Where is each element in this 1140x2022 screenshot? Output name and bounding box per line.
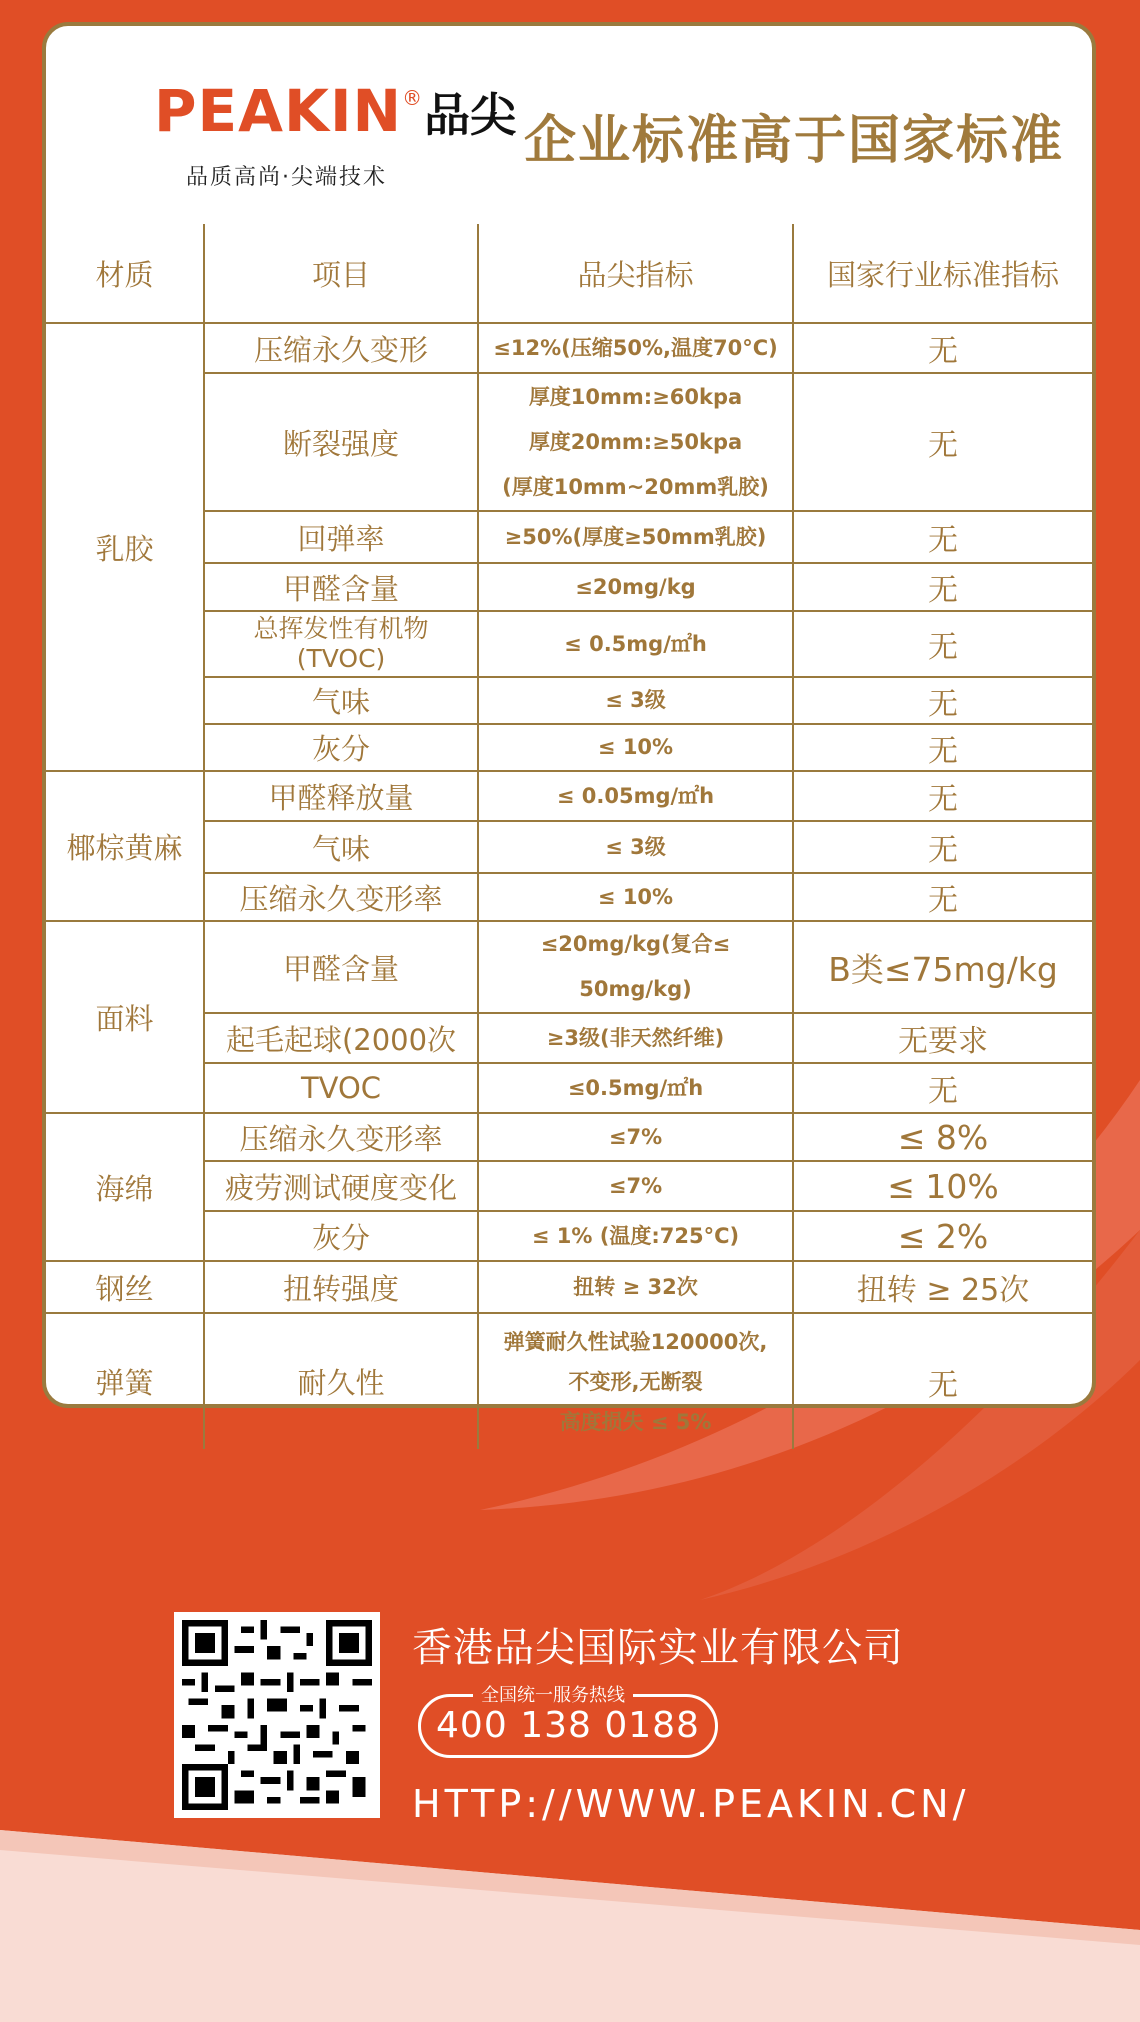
item-cell: 甲醛含量 (204, 563, 478, 611)
material-cell: 面料 (46, 921, 204, 1113)
item-cell: 灰分 (204, 724, 478, 771)
standard-cell: B类≤75mg/kg (793, 921, 1092, 1013)
value-cell: ≤20mg/kg(复合≤ 50mg/kg) (478, 921, 793, 1013)
value-line: 厚度10mm:≥60kpa (528, 384, 743, 409)
item-cell: 气味 (204, 677, 478, 724)
qr-code-icon (182, 1620, 372, 1810)
value-line: 高度损失 ≤ 5% (559, 1409, 712, 1434)
value-line: (厚度10mm~20mm乳胶) (502, 474, 769, 499)
standard-cell: 无 (793, 1063, 1092, 1113)
value-line: 厚度20mm:≥50kpa (528, 429, 743, 454)
value-cell: ≤20mg/kg (478, 563, 793, 611)
item-cell: 压缩永久变形率 (204, 873, 478, 921)
item-cell: 疲劳测试硬度变化 (204, 1161, 478, 1211)
item-cell: 甲醛释放量 (204, 771, 478, 821)
standard-cell: ≤ 2% (793, 1211, 1092, 1261)
company-name: 香港品尖国际实业有限公司 (412, 1625, 904, 1671)
value-cell: ≤ 3级 (478, 821, 793, 873)
value-cell: ≤ 10% (478, 724, 793, 771)
item-cell: 甲醛含量 (204, 921, 478, 1013)
item-cell: TVOC (204, 1063, 478, 1113)
value-cell (478, 1313, 793, 1449)
item-cell: 灰分 (204, 1211, 478, 1261)
logo-wordmark: PEAKIN (154, 77, 403, 145)
header-material: 材质 (46, 224, 204, 323)
hotline-badge[interactable] (418, 1685, 718, 1758)
card-header (46, 26, 1092, 224)
value-cell (478, 373, 793, 511)
standard-cell: 无 (793, 373, 1092, 511)
material-cell: 椰棕黄麻 (46, 771, 204, 921)
standard-cell: 无 (793, 724, 1092, 771)
value-cell: ≤ 10% (478, 873, 793, 921)
item-cell (204, 611, 478, 677)
standard-cell: 无要求 (793, 1013, 1092, 1063)
item-cell: 压缩永久变形 (204, 323, 478, 373)
standard-cell: ≤ 10% (793, 1161, 1092, 1211)
value-cell: ≤ 0.05mg/㎡h (478, 771, 793, 821)
table-row (46, 1313, 1092, 1449)
item-cell: 气味 (204, 821, 478, 873)
value-cell: ≤12%(压缩50%,温度70°C) (478, 323, 793, 373)
value-line: 弹簧耐久性试验120000次, (503, 1329, 768, 1354)
standard-cell: 无 (793, 323, 1092, 373)
material-cell: 弹簧 (46, 1313, 204, 1449)
logo-chinese-name: 品尖 (424, 88, 517, 142)
standard-cell: 无 (793, 611, 1092, 677)
standard-cell: 无 (793, 511, 1092, 563)
item-line: (TVOC) (296, 644, 386, 673)
website-link[interactable]: HTTP://WWW.PEAKIN.CN/ (412, 1782, 970, 1826)
standard-cell: 无 (793, 1313, 1092, 1449)
standard-cell: ≤ 8% (793, 1113, 1092, 1161)
logo-slogan: 品质高尚·尖端技术 (186, 165, 387, 190)
item-cell: 回弹率 (204, 511, 478, 563)
value-cell: ≥3级(非天然纤维) (478, 1013, 793, 1063)
standard-cell: 无 (793, 821, 1092, 873)
table-row (46, 921, 1092, 1013)
value-cell: 扭转 ≥ 32次 (478, 1261, 793, 1313)
standard-cell: 无 (793, 563, 1092, 611)
value-line: 不变形,无断裂 (568, 1369, 703, 1394)
value-cell: ≤7% (478, 1113, 793, 1161)
value-cell: ≤0.5mg/㎡h (478, 1063, 793, 1113)
material-cell: 钢丝 (46, 1261, 204, 1313)
qr-code[interactable] (174, 1612, 380, 1818)
item-cell: 压缩永久变形率 (204, 1113, 478, 1161)
header-peakin-spec: 品尖指标 (478, 224, 793, 323)
standard-cell: 扭转 ≥ 25次 (793, 1261, 1092, 1313)
spec-table (46, 224, 1092, 1449)
item-cell: 断裂强度 (204, 373, 478, 511)
table-row (46, 323, 1092, 373)
logo-registered-mark: ® (402, 86, 423, 110)
material-cell: 海绵 (46, 1113, 204, 1261)
value-cell: ≤7% (478, 1161, 793, 1211)
standard-cell: 无 (793, 771, 1092, 821)
value-cell: ≤ 1% (温度:725°C) (478, 1211, 793, 1261)
material-cell: 乳胶 (46, 323, 204, 771)
header-national-standard: 国家行业标准指标 (793, 224, 1092, 323)
value-cell: ≤ 3级 (478, 677, 793, 724)
spec-card (42, 22, 1096, 1434)
header-item: 项目 (204, 224, 478, 323)
table-row (46, 1113, 1092, 1161)
table-header-row (46, 224, 1092, 323)
item-cell: 扭转强度 (204, 1261, 478, 1313)
standard-cell: 无 (793, 677, 1092, 724)
peakin-logo (154, 77, 517, 190)
value-cell: ≤ 0.5mg/㎡h (478, 611, 793, 677)
value-cell: ≥50%(厚度≥50mm乳胶) (478, 511, 793, 563)
headline: 企业标准高于国家标准 (524, 111, 1065, 171)
standard-cell: 无 (793, 873, 1092, 921)
table-row (46, 1261, 1092, 1313)
item-cell: 起毛起球(2000次 (204, 1013, 478, 1063)
item-line: 总挥发性有机物 (253, 614, 429, 643)
hotline-label: 全国统一服务热线 (473, 1681, 633, 1707)
hotline-number[interactable]: 400 138 0188 (436, 1705, 700, 1746)
table-row (46, 771, 1092, 821)
item-cell: 耐久性 (204, 1313, 478, 1449)
